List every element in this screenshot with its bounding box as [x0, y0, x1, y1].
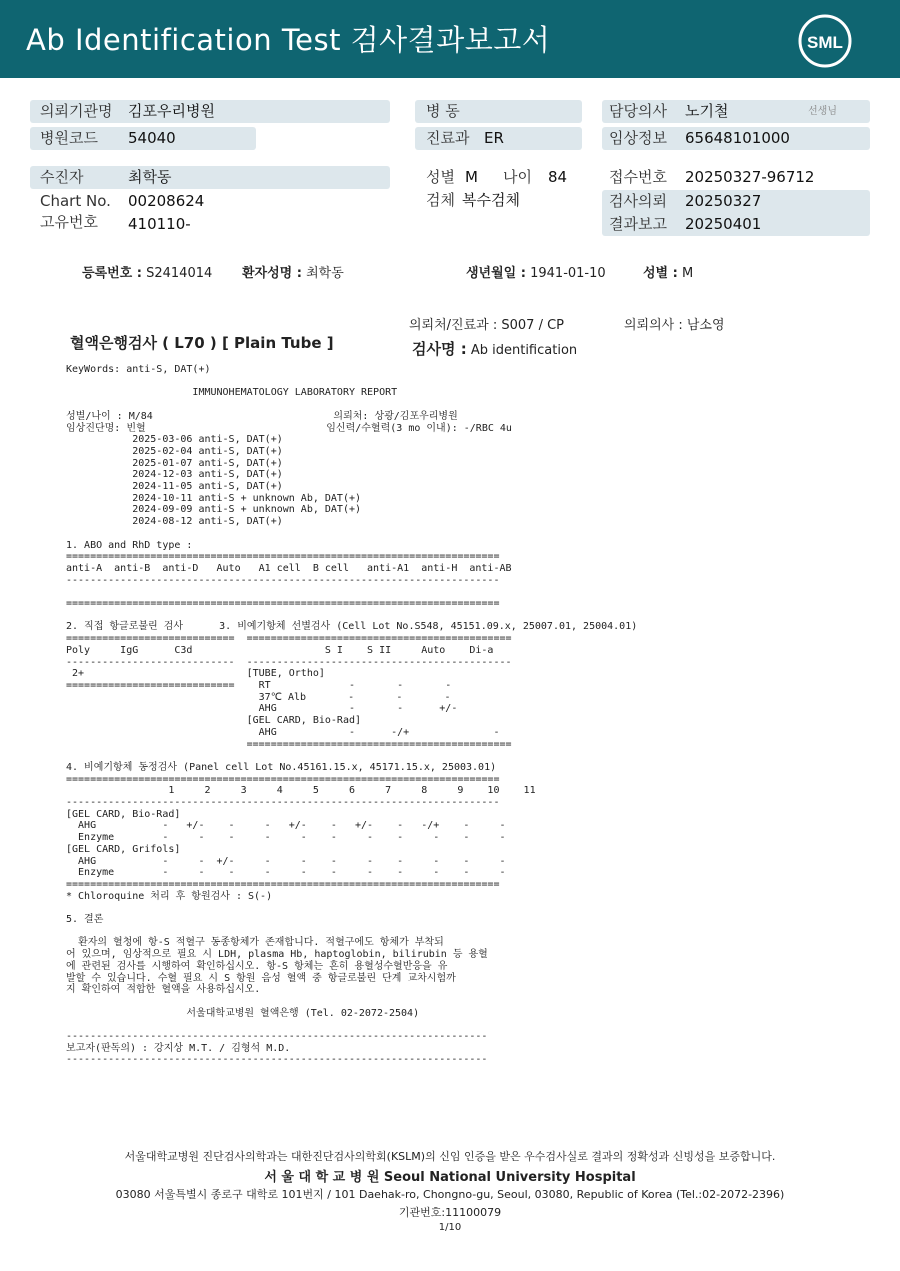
reg-sex-value: M [681, 266, 694, 281]
hospital-label: 의뢰기관명 [40, 102, 113, 120]
patient-name [242, 262, 344, 281]
request-doctor: 의뢰의사 : 남소영 [624, 318, 725, 333]
result-label: 결과보고 [609, 215, 667, 233]
chart-value: 00208624 [128, 192, 205, 210]
ward-label: 병 동 [426, 102, 460, 120]
hcode-label: 병원코드 [40, 129, 98, 147]
regno-value: S2414014 [146, 266, 213, 281]
patient-label: 수진자 [40, 168, 84, 186]
lab-report-text: KeyWords: anti-S, DAT(+) IMMUNOHEMATOLOGY LABORATORY REPORT 성별/나이 : M/84 의뢰처: 상광/김포우리병원 임상진단명: 빈혈 임신력/수혈력(3 mo 이내): -/RBC 4u 2025-03-06 anti-S, DAT(+) 2025-02-04 anti-S, DAT(+) 2025-01-07 anti-S, DAT(+) 2024-12-03 anti-S, DAT(+) 2024-11-05 anti-S, DAT(+) 2024-10-11 anti-S + unknown Ab, DAT(+) 2024-09-09 anti-S + unknown Ab, DAT(+) 2024-08-12 anti-S, DAT(+) 1. ABO and RhD type : ======================================================================== anti-A anti-B anti-D Auto A1 cell B cell anti-A1 anti-H anti-AB ------------------------------------------------------------------------ ======================================================================== 2. 직접 항글로불린 검사 3. 비예기항체 선별검사 (Cell Lot No.S548, 45151.09.x, 25007.01, 25004.01) ============================ ============================================ Poly IgG C3d S I S II Auto Di-a ---------------------------- -------------------------------------------- 2+ [TUBE, Ortho] ============================ RT - - - 37℃ Alb - - - AHG - - +/- [GEL CARD, Bio-Rad] AHG - -/+ - ============================================ 4. 비예기항체 동정검사 (Panel cell Lot No.45161.15.x, 45171.15.x, 25003.01) ======================================================================== 1 2 3 4 5 6 7 8 9 10 11 ------------------------------------------------------------------------ [GEL CARD, Bio-Rad] AHG - +/- - - +/- - +/- - -/+ - - Enzyme - - - - - - - - - - - [GEL CARD, Grifols] AHG - - +/- - - - - - - - - Enzyme - - - - - - - - - - - ======================================================================== * Chloroquine 처리 후 항원검사 : S(-) 5. 결론 환자의 혈청에 항-S 적혈구 동종항체가 존재합니다. 적혈구에도 항체가 부착되 어 있으며, 임상적으로 필요 시 LDH, plasma Hb, haptoglobin, bilirubin 등 용혈 에 관련된 검사를 시행하여 확인하십시오. 항-S 항체는 흔히 용혈성수혈반응을 유 발할 수 있습니다. 수혈 필요 시 S 항원 음성 혈액 중 항글로불린 단계 교차시험까 지 확인하여 적합한 혈액을 사용하십시오. 서울대학교병원 혈액은행 (Tel. 02-2072-2504) ---------------------------------------------------------------------- 보고자(판독의) : 강지상 M.T. / 김형석 M.D. ---------------------------------------------------------------------- [66, 364, 638, 1066]
footer-certification: 서울대학교병원 진단검사의학과는 대한진단검사의학회(KSLM)의 신임 인증을 받은 우수검사실로 결과의 정확성과 신빙성을 보증합니다. [124, 1150, 776, 1163]
recv-label: 접수번호 [609, 168, 667, 186]
age-label: 나이 [503, 168, 532, 186]
birthdate [466, 262, 606, 281]
doctor-suffix: 선생님 [808, 106, 837, 117]
uid-value: 410110- [128, 215, 191, 233]
dept-value: ER [484, 129, 504, 147]
name-value: 최학동 [306, 266, 344, 281]
clinical-label: 임상정보 [609, 129, 667, 147]
patient-row-bg [30, 166, 390, 189]
regno-label: 등록번호 : [82, 266, 142, 281]
patient-value: 최학동 [128, 168, 172, 186]
uid-label: 고유번호 [40, 213, 98, 231]
report-title: Ab Identification Test 검사결과보고서 [26, 23, 551, 57]
page-number: 1/10 [438, 1222, 462, 1233]
test-title: 혈액은행검사 ( L70 ) [ Plain Tube ] [70, 334, 334, 352]
footer-address: 03080 서울특별시 종로구 대학로 101번지 / 101 Daehak-ro, Chongno-gu, Seoul, 03080, Republic of Korea (Tel.:02-2072-2396) [115, 1188, 785, 1201]
footer-institution-no: 기관번호:11100079 [398, 1206, 502, 1219]
doctor-label: 담당의사 [609, 102, 667, 120]
test-name-value: Ab identification [470, 343, 578, 358]
specimen-label: 검체 [426, 191, 455, 209]
dept-label: 진료과 [426, 129, 470, 147]
reg-sex-label: 성별 : [643, 266, 678, 281]
name-label: 환자성명 : [242, 266, 302, 281]
sex [643, 262, 693, 281]
req-value: 20250327 [685, 192, 762, 210]
test-name-label: 검사명 : [412, 340, 467, 358]
header-bar [0, 0, 900, 78]
hcode-value: 54040 [128, 129, 176, 147]
hospital-value: 김포우리병원 [128, 102, 215, 120]
clinical-value: 65648101000 [685, 129, 790, 147]
birth-value: 1941-01-10 [530, 266, 606, 281]
regno [82, 262, 212, 281]
test-name [412, 338, 577, 359]
result-value: 20250401 [685, 215, 762, 233]
specimen-value: 복수검체 [462, 191, 520, 209]
footer-hospital-name: 서 울 대 학 교 병 원 Seoul National University Hospital [264, 1170, 636, 1185]
sex-label: 성별 [426, 168, 455, 186]
sex-value: M [465, 168, 478, 186]
sml-logo-icon [796, 12, 854, 70]
recv-value: 20250327-96712 [685, 168, 815, 186]
age-value: 84 [548, 168, 568, 186]
req-label: 검사의뢰 [609, 192, 667, 210]
doctor-value: 노기철 [685, 102, 729, 120]
logo-text: SML [807, 33, 843, 52]
origin-dept: 의뢰처/진료과 : S007 / CP [409, 318, 564, 333]
birth-label: 생년월일 : [466, 266, 526, 281]
chart-label: Chart No. [40, 192, 111, 210]
